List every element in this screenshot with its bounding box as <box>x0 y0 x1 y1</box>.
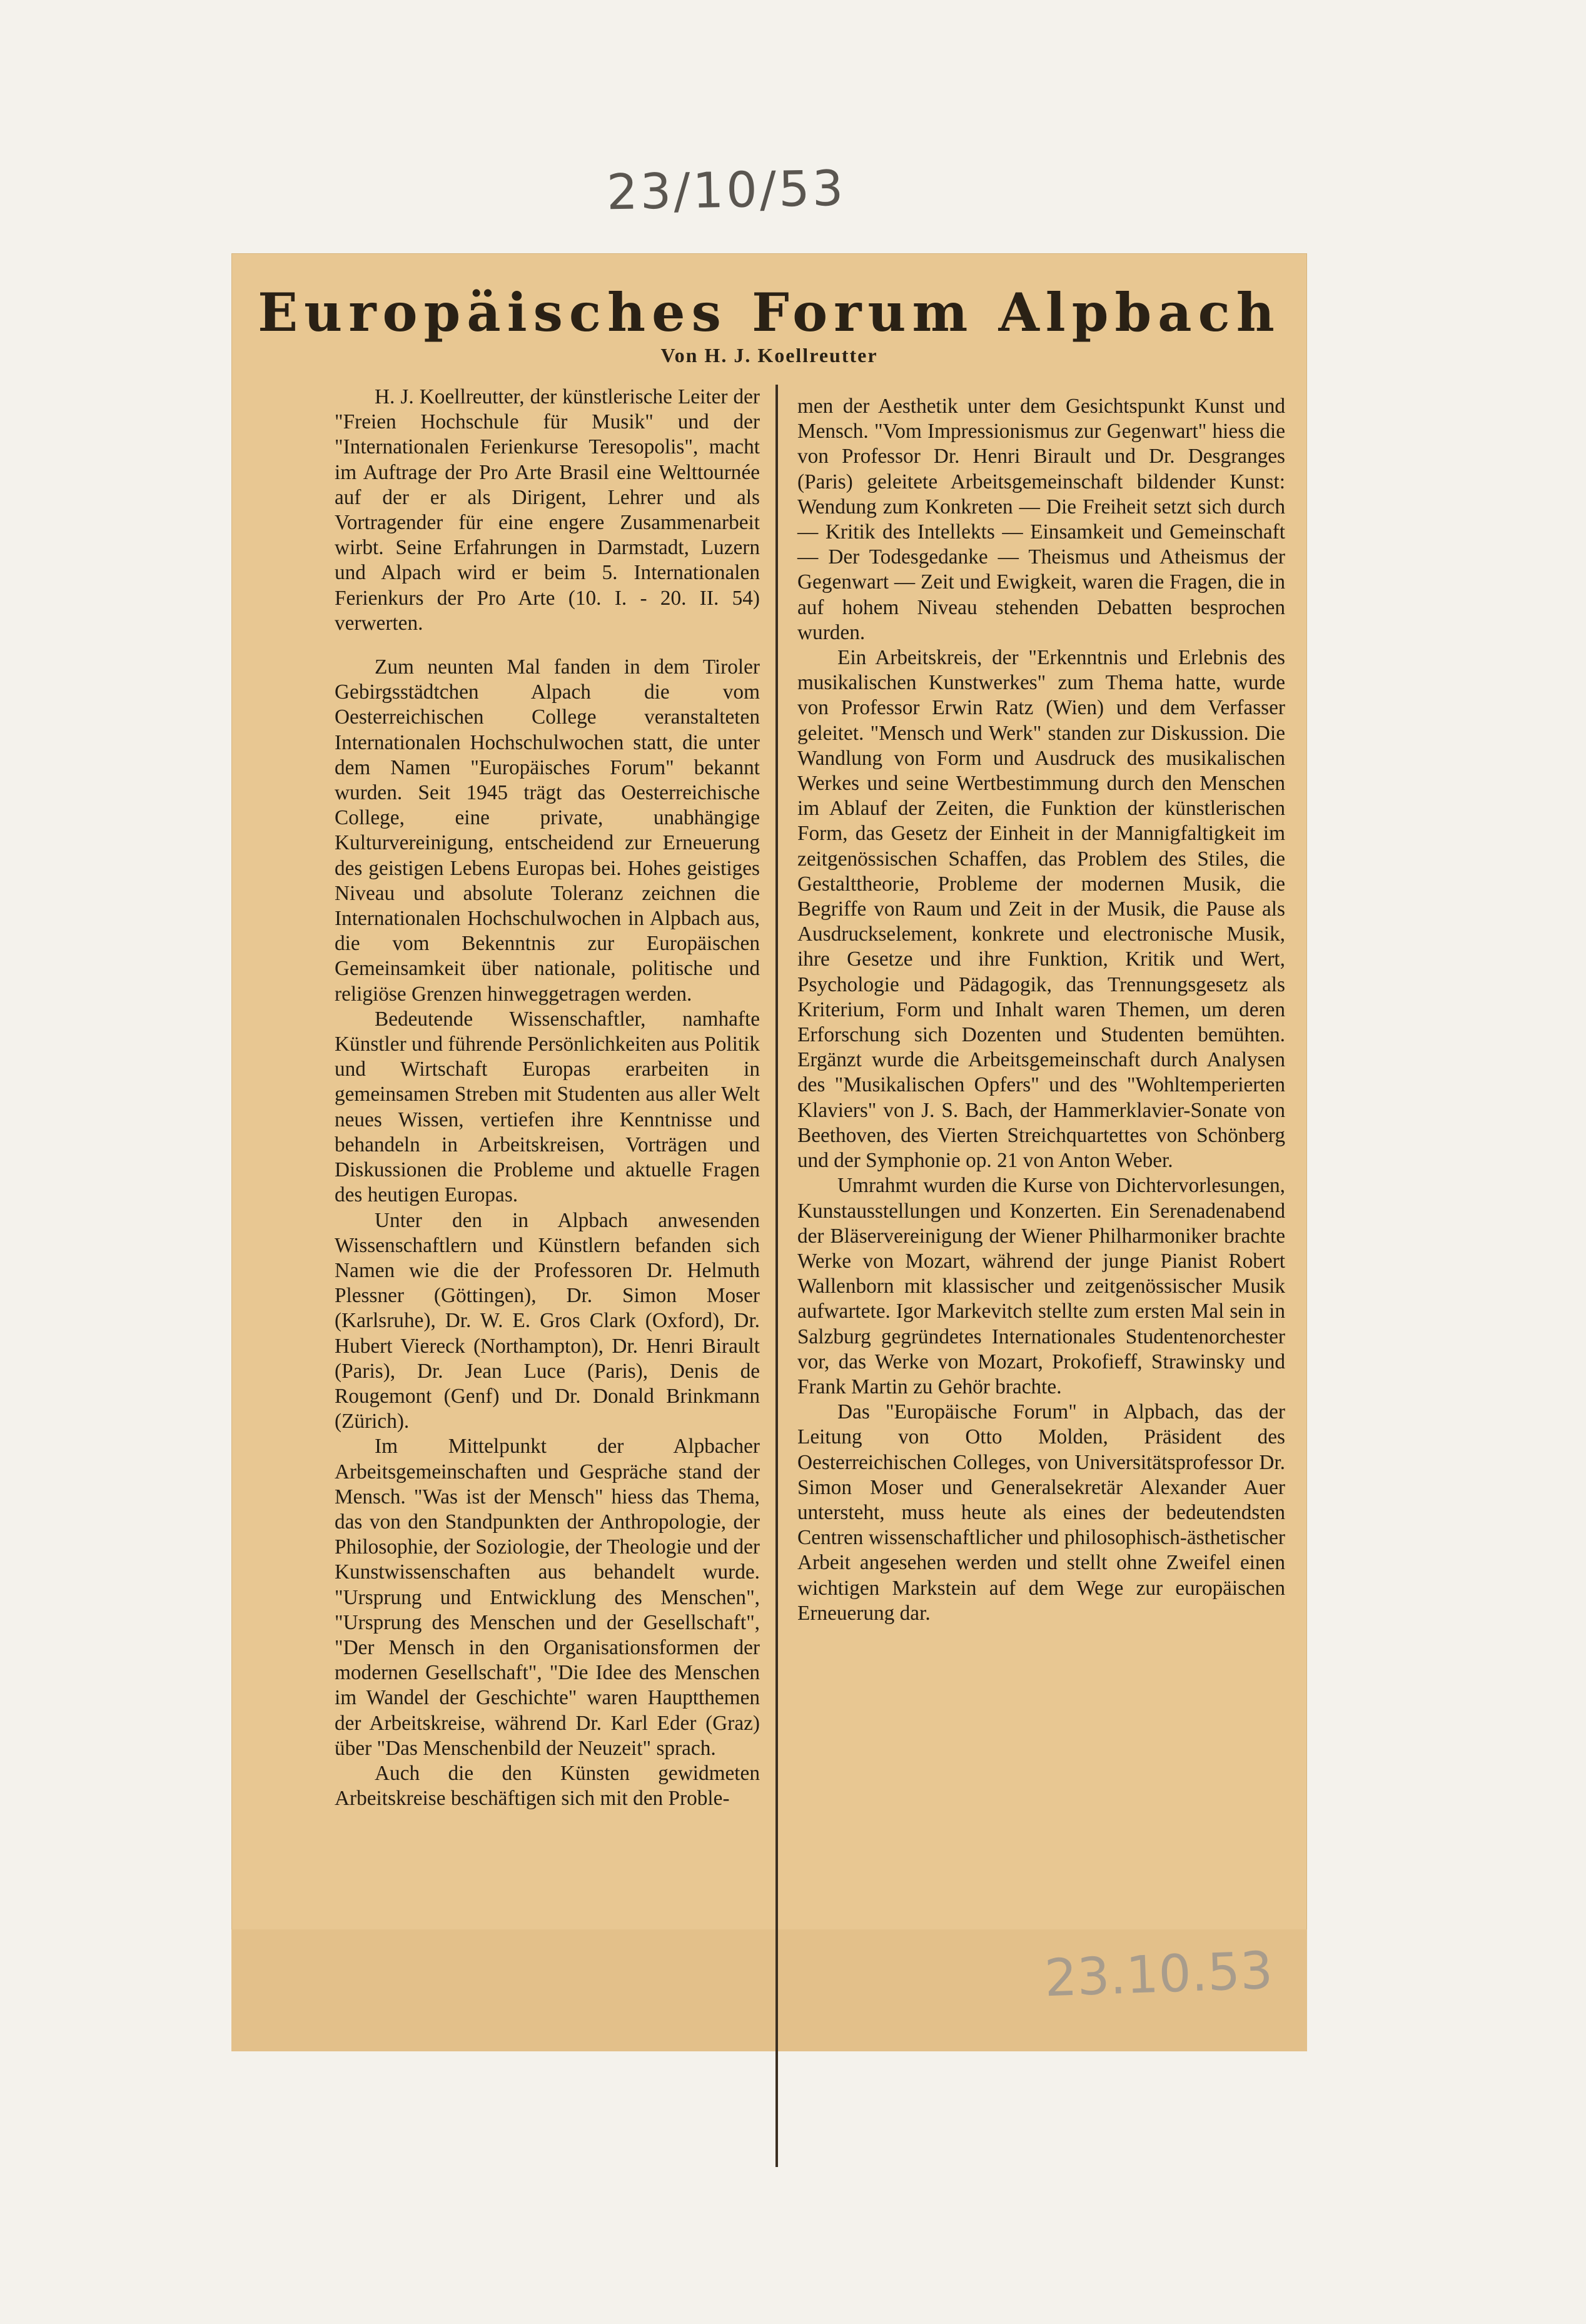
paragraph: men der Aesthetik unter dem Gesichtspunkt Kunst und Mensch. "Vom Impressionismus zur Gegenwart" hiess die von Professor Dr. Henri Birault und Dr. Desgranges (Paris) geleitete Arbeitsgemeinschaft bildender Kunst: Wendung zum Konkreten — Die Freiheit setzt sich durch — Kritik des Intellekts — Einsamkeit und Gemeinschaft — Der Todesgedanke — Theismus und Atheismus der Gegenwart — Zeit und Ewigkeit, waren die Fragen, die in auf hohem Niveau stehenden Debatten besprochen wurden. <box>797 395 1285 644</box>
column-divider <box>775 385 778 2167</box>
article-left-column <box>335 385 760 1811</box>
paragraph: Unter den in Alpbach anwesenden Wissenschaftlern und Künstlern befanden sich Namen wie die der Professoren Dr. Helmuth Plessner (Göttingen), Dr. Simon Moser (Karlsruhe), Dr. W. E. Gros Clark (Oxford), Dr. Hubert Viereck (Northampton), Dr. Henri Birault (Paris), Dr. Jean Luce (Paris), Denis de Rougemont (Genf) und Dr. Donald Brinkmann (Zürich). <box>335 1208 760 1433</box>
handwritten-date-bottom: 23.10.53 <box>1043 1941 1274 2009</box>
paragraph: Zum neunten Mal fanden in dem Tiroler Gebirgsstädtchen Alpach die vom Oesterreichischen College veranstalteten Internationalen Hochschulwochen statt, die unter dem Namen "Europäisches Forum" bekannt wurden. Seit 1945 trägt das Oesterreichische College, eine private, unabhängige Kulturvereinigung, entscheidend zur Erneuerung des geistigen Lebens Europas bei. Hohes geistiges Niveau und absolute Toleranz zeichnen die Internationalen Hochschulwochen in Alpbach aus, die vom Bekenntnis zur Europäischen Gemeinsamkeit über nationale, politische und religiöse Grenzen hinweggetragen werden. <box>335 655 760 1006</box>
paragraph: Bedeutende Wissenschaftler, namhafte Künstler und führende Persönlichkeiten aus Politik und Wirtschaft Europas erarbeiten in gemeinsamen Streben mit Studenten aus aller Welt neues Wissen, vertiefen ihre Kenntnisse und behandeln in Arbeitskreisen, Vorträgen und Diskussionen die Probleme und aktuelle Fragen des heutigen Europas. <box>335 1007 760 1207</box>
paragraph: Umrahmt wurden die Kurse von Dichtervorlesungen, Kunstausstellungen und Konzerten. Ein Serenadenabend der Bläservereinigung der Wiener Philharmoniker brachte Werke von Mozart, während der junge Pianist Robert Wallenborn mit klassischer und zeitgenössischer Musik aufwartete. Igor Markevitch stellte zum ersten Mal sein in Salzburg gegründetes Internationales Studentenorchester vor, das Werke von Mozart, Prokofieff, Strawinsky und Frank Martin zu Gehör brachte. <box>797 1174 1285 1398</box>
newspaper-clipping <box>231 253 1307 2051</box>
paragraph: Auch die den Künsten gewidmeten Arbeitskreise beschäftigen sich mit den Proble- <box>335 1761 760 1811</box>
article-byline: Von H. J. Koellreutter <box>660 344 878 366</box>
article-title: Europäisches Forum Alpbach <box>258 281 1281 343</box>
paragraph: Das "Europäische Forum" in Alpbach, das der Leitung von Otto Molden, Präsident des Oesterreichischen Colleges, von Universitätsprofessor Dr. Simon Moser und Generalsekretär Alexander Auer untersteht, muss heute als eines der bedeutendsten Centren wissenschaftlicher und philosophisch-ästhetischer Arbeit angesehen werden und stellt ohne Zweifel einen wichtigen Markstein auf dem Wege zur europäischen Erneuerung dar. <box>797 1400 1285 1625</box>
paragraph: Ein Arbeitskreis, der "Erkenntnis und Erlebnis des musikalischen Kunstwerkes" zum Thema hatte, wurde von Professor Erwin Ratz (Wien) und dem Verfasser geleitet. "Mensch und Werk" standen zur Diskussion. Die Wandlung von Form und Ausdruck des musikalischen Werkes und seine Wertbestimmung durch den Menschen im Ablauf der Zeiten, die Funktion der künstlerischen Form, das Gesetz der Einheit in der Mannigfaltigkeit im zeitgenössischen Schaffen, das Problem des Stiles, die Gestalttheorie, Probleme der modernen Musik, die Begriffe von Raum und Zeit in der Musik, die Pause als Ausdruckselement, konkrete und electronische Musik, ihre Gesetze und ihre Funktion, Kritik und Wert, Psychologie und Pädagogik, das Trennungsgesetz als Kriterium, Form und Inhalt waren Themen, um deren Erforschung sich Dozenten und Studenten bemühten. Ergänzt wurde die Arbeitsgemeinschaft durch Analysen des "Musikalischen Opfers" und des "Wohltemperierten Klaviers" von J. S. Bach, der Hammerklavier-Sonate von Beethoven, des Vierten Streichquartettes von Schönberg und der Symphonie op. 21 von Anton Weber. <box>797 646 1285 1173</box>
handwritten-date-top: 23/10/53 <box>606 160 847 221</box>
paragraph: Im Mittelpunkt der Alpbacher Arbeitsgemeinschaften und Gespräche stand der Mensch. "Was ist der Mensch" hiess das Thema, das von den Standpunkten der Anthropologie, der Philosophie, der Soziologie, der Theologie und der Kunstwissenschaften aus behandelt wurde. "Ursprung und Entwicklung des Menschen", "Ursprung des Menschen und der Gesellschaft", "Der Mensch in den Organisationsformen der modernen Gesellschaft", "Die Idee des Menschen im Wandel der Geschichte" waren Hauptthemen der Arbeitskreise, während Dr. Karl Eder (Graz) über "Das Menschenbild der Neuzeit" sprach. <box>335 1435 760 1760</box>
intro-paragraph: H. J. Koellreutter, der künstlerische Leiter der "Freien Hochschule für Musik" und der "Internationalen Ferienkurse Teresopolis", macht im Auftrage der Pro Arte Brasil eine Welttournée auf der er als Dirigent, Lehrer und als Vortragender für eine engere Zusammenarbeit wirbt. Seine Erfahrungen in Darmstadt, Luzern und Alpach wird er beim 5. Internationalen Ferienkurs der Pro Arte (10. I. - 20. II. 54) verwerten. <box>335 385 760 635</box>
article-right-column <box>797 394 1285 1626</box>
